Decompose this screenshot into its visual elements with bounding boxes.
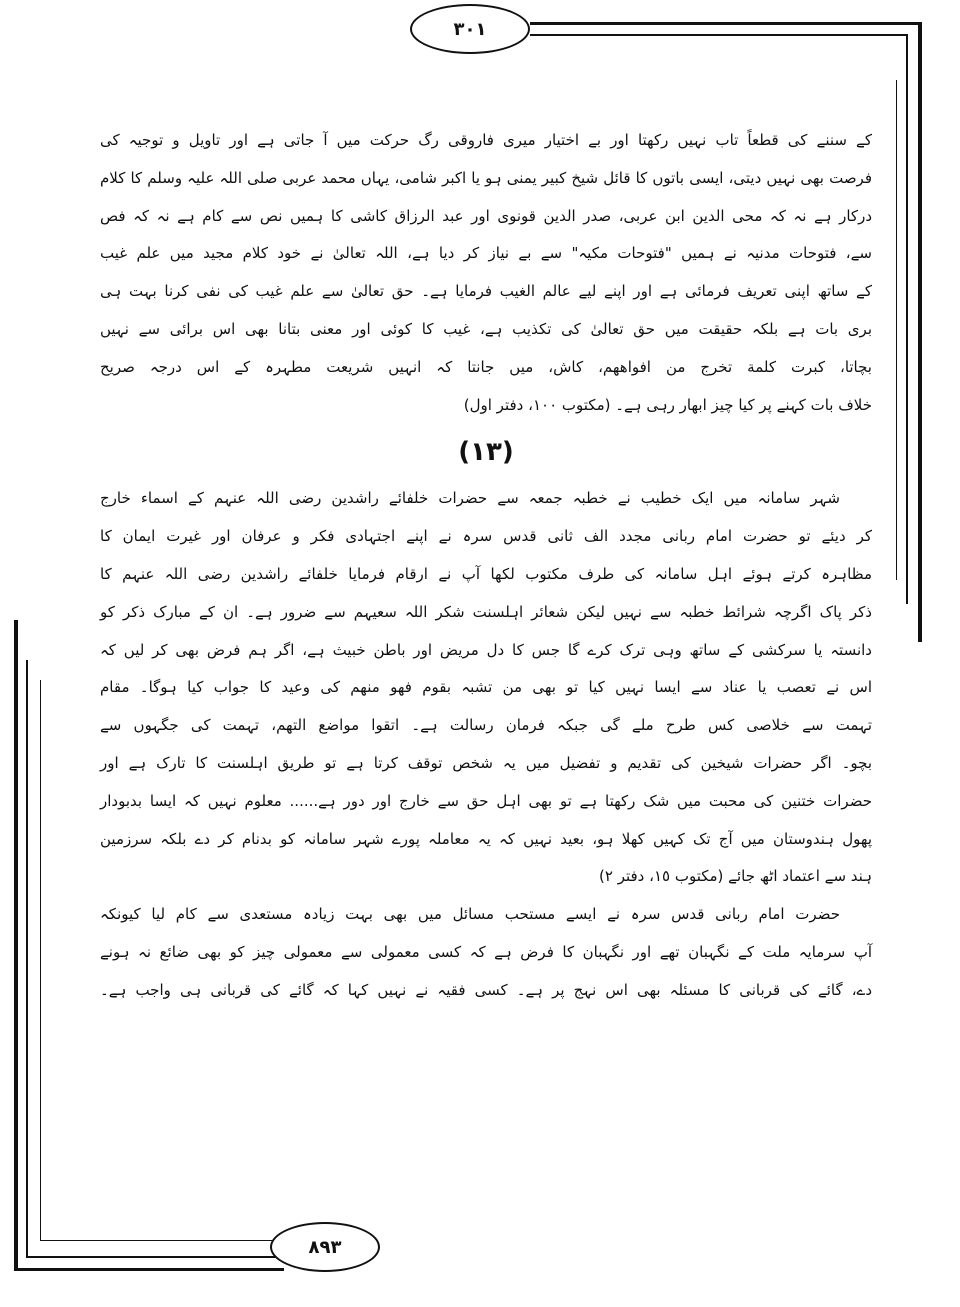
right-border-line [918,22,922,642]
top-border-line [530,34,906,36]
text-line: درکار ہے نہ کہ محی الدین ابن عربی، صدر الدین قونوی اور عبد الرزاق کاشی کا ہمیں نص سے کام ہے نہ کہ فص [100,206,872,225]
text-line: حضرت امام ربانی قدس سرہ نے ایسے مستحب مسائل میں بھی بہت زیادہ مستعدی سے کام لیا کیونکہ [100,905,840,924]
text-line: ہند سے اعتماد اٹھ جائے (مکتوب ١٥، دفتر ٢) [599,867,872,886]
bottom-border-line [26,1256,284,1258]
bottom-border-line [40,1240,284,1241]
bottom-border-line [14,1268,284,1271]
left-border-line [40,680,41,1240]
text-line: شہر سامانہ میں ایک خطیب نے خطبہ جمعہ سے حضرات خلفائے راشدین رضی اللہ عنہم کے اسماء خارج [100,489,840,508]
text-line: آپ سرمایہ ملت کے نگہبان تھے اور نگہبان کا فرض ہے کہ کسی معمولی سے معمولی چیز کو بھی ضائع نہ ہونے [100,942,872,961]
page-number-top: ٣٠١ [410,4,530,54]
text-line: پھول ہندوستان میں آج تک کہیں کھلا ہو، بعید نہیں کہ یہ معاملہ پورے شہر سامانہ کو بدنام کر دے بلکہ سرزمین [100,829,872,848]
text-line: خلاف بات کہنے پر کیا چیز ابھار رہی ہے۔ (مکتوب ١٠٠، دفتر اول) [463,395,872,414]
right-border-line [896,80,897,580]
page-body [100,122,872,1010]
text-line: بچو۔ اگر حضرات شیخین کی تقدیم و تفضیل میں یہ شخص توقف کرتا ہے تو طریق اہلسنت کا تارک ہے اور [100,753,872,772]
text-line: مظاہرہ کرتے ہوئے اہل سامانہ کی طرف مکتوب لکھا آپ نے ارقام فرمایا خلفائے راشدین رضی اللہ عنہم کا [100,564,872,583]
text-line: تہمت سے خلاصی کس طرح ملے گی جبکہ فرمان رسالت ہے۔ اتقوا مواضع التهم، تہمت کی جگہوں سے [100,716,872,735]
text-line: دے، گائے کی قربانی کا مسئلہ بھی اس نہج پر ہے۔ کسی فقیہ نے نہیں کہا کہ گائے کی قربانی ہی واجب ہے۔ [100,980,872,999]
section-heading: (١٣) [458,437,514,468]
text-line: دانستہ یا سرکشی کے ساتھ وہی ترک کرے گا جس کا دل مریض اور باطن خبیث ہے، اگر ہم فرض بھی کر لیں کہ [100,640,872,659]
text-line: بری بات ہے بلکہ حقیقت میں حق تعالیٰ کی تکذیب ہے، غیب کا کوئی اور معنی بتانا بھی اس برائی سے نہیں [100,319,872,338]
right-border-line [906,34,908,604]
text-line: کے سننے کی قطعاً تاب نہیں رکھتا اور بے اختیار میری فاروقی رگ حرکت میں آ جاتی ہے اور تاویل و توجیہ کی [100,131,872,149]
text-line: بچاتا، کبرت کلمة تخرج من افواههم، کاش، میں جانتا کہ انہیں شریعت مطہرہ کے اس درجہ صریح [100,357,872,376]
text-line: کے ساتھ اپنی تعریف فرمائی ہے اور اپنے لیے عالم الغیب فرمایا ہے۔ حق تعالیٰ سے علم غیب کی نفی کرنا بہت ہی [100,282,872,301]
text-line: حضرات ختنین کی محبت میں شک رکھتا ہے تو بھی اہل حق سے خارج اور دور ہے...... معلوم نہیں کہ ایسا بدبودار [100,791,872,810]
text-line: ذکر پاک اگرچہ شرائط خطبہ سے نہیں لیکن شعائر اہلسنت شکر اللہ سعیہم سے ضرور ہے۔ ان کے مبارک ذکر کو [100,602,872,621]
page-number-bottom: ٨٩٣ [270,1222,380,1272]
text-line: کر دیئے تو حضرت امام ربانی مجدد الف ثانی قدس سرہ نے اپنے اجتہادی فکر و عرفان اور غیرت ایمان کا [100,527,872,546]
top-border-line [530,22,920,25]
text-line: فرصت بھی نہیں دیتی، ایسی باتوں کا قائل شیخ کبیر یمنی ہو یا اکبر شامی، یہاں محمد عربی صلی اللہ علیہ وسلم کا کلام [100,168,872,187]
left-border-line [26,660,28,1258]
text-line: سے، فتوحات مدنیہ نے ہمیں "فتوحات مکیہ" سے بے نیاز کر دیا ہے، اللہ تعالیٰ نے خود کلام مجید میں علم غیب [100,244,872,263]
left-border-line [14,620,18,1270]
text-line: اس نے تعصب یا عناد سے ایسا نہیں کیا تو بھی من تشبہ بقوم فهو منهم کی وعید کا جواب کیا ہوگا۔ مقام [100,678,872,697]
